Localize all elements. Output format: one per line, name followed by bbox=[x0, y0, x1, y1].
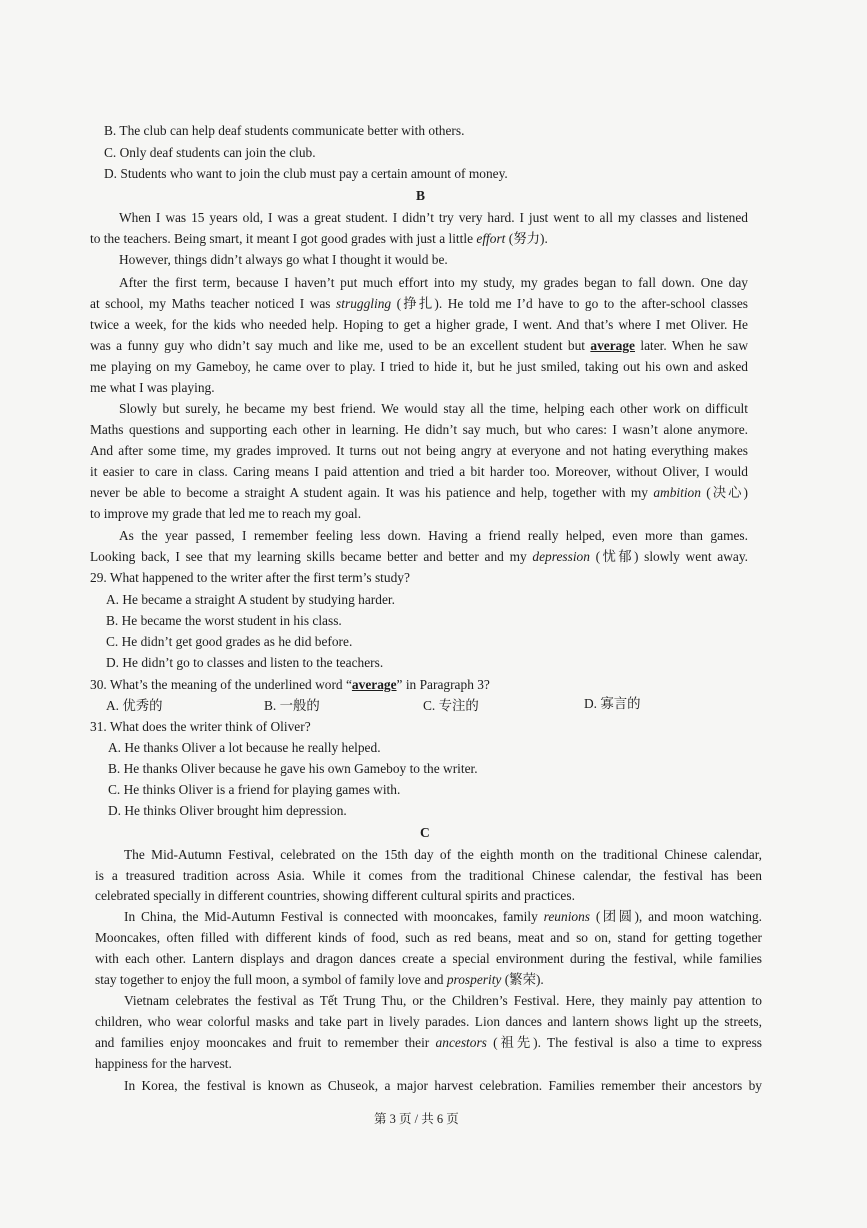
underlined-word: average bbox=[590, 338, 635, 353]
question-31-option-c[interactable]: C. He thinks Oliver is a friend for playing games with. bbox=[108, 782, 401, 797]
passage-b-line: After the first term, because I haven’t put much effort into my study, my grades began to fall down. One day bbox=[119, 275, 748, 290]
prev-option-b: B. The club can help deaf students communicate better with others. bbox=[104, 123, 465, 138]
passage-b-line: me what I was playing. bbox=[90, 380, 215, 395]
passage-b-line: me playing on my Gameboy, he came over to play. I tried to hide it, but he just smiled, taking out his own and asked bbox=[90, 359, 748, 374]
question-29-option-a[interactable]: A. He became a straight A student by studying harder. bbox=[106, 592, 395, 607]
section-c-heading: C bbox=[420, 825, 430, 840]
passage-b-line: to improve my grade that led me to reach my goal. bbox=[90, 506, 362, 521]
passage-c-line: Mooncakes, often filled with different kinds of food, such as red beans, meat and so on, stand for getting together bbox=[95, 930, 762, 945]
passage-c-line: In Korea, the festival is known as Chuseok, a major harvest celebration. Families remember their ancestors by bbox=[124, 1078, 762, 1093]
question-30-option-d[interactable]: D. 寡言的 bbox=[584, 696, 641, 711]
passage-c-line: with each other. Lantern displays and dragon dances create a special environment during the festival, while families bbox=[95, 951, 762, 966]
passage-c-line: Vietnam celebrates the festival as Tết Trung Thu, or the Children’s Festival. Here, they mainly pay attention to bbox=[124, 993, 762, 1008]
question-31-stem: 31. What does the writer think of Oliver? bbox=[90, 719, 311, 734]
passage-c-line: celebrated specially in different countries, showing different cultural spirits and practices. bbox=[95, 888, 575, 903]
passage-b-line: And after some time, my grades improved. It turns out not being angry at everyone and not hating everything makes bbox=[90, 443, 748, 458]
prev-option-d: D. Students who want to join the club must pay a certain amount of money. bbox=[104, 166, 508, 181]
page-number-footer: 第 3 页 / 共 6 页 bbox=[374, 1112, 459, 1126]
passage-b-line: When I was 15 years old, I was a great student. I didn’t try very hard. I just went to all my classes and listened bbox=[119, 210, 748, 225]
passage-b-line: Looking back, I see that my learning skills became better and better and my depression (忧郁) slowly went away. bbox=[90, 549, 748, 564]
passage-b-line: twice a week, for the kids who needed help. Hoping to get a higher grade, I went. And that’s where I met Oliver. He bbox=[90, 317, 748, 332]
passage-c-line: children, who wear colorful masks and take part in lively parades. Lion dances and lantern shows light up the streets, bbox=[95, 1014, 762, 1029]
passage-c-line: happiness for the harvest. bbox=[95, 1056, 232, 1071]
passage-b-line: was a funny guy who didn’t say much and like me, used to be an excellent student but average later. When he saw bbox=[90, 338, 749, 353]
question-29-option-c[interactable]: C. He didn’t get good grades as he did before. bbox=[106, 634, 353, 649]
question-31-option-a[interactable]: A. He thanks Oliver a lot because he really helped. bbox=[108, 740, 381, 755]
question-31-option-d[interactable]: D. He thinks Oliver brought him depression. bbox=[108, 803, 347, 818]
question-29-option-b[interactable]: B. He became the worst student in his class. bbox=[106, 613, 342, 628]
question-30-option-b[interactable]: B. 一般的 bbox=[264, 698, 320, 713]
passage-c-line: stay together to enjoy the full moon, a symbol of family love and prosperity (繁荣). bbox=[95, 972, 544, 987]
passage-b-line: Slowly but surely, he became my best friend. We would stay all the time, helping each other work on difficult bbox=[119, 401, 748, 416]
passage-b-line: As the year passed, I remember feeling less down. Having a friend really helped, even more than games. bbox=[119, 528, 748, 543]
question-31-option-b[interactable]: B. He thanks Oliver because he gave his own Gameboy to the writer. bbox=[108, 761, 478, 776]
question-30-option-c[interactable]: C. 专注的 bbox=[423, 698, 479, 713]
passage-b-line: at school, my Maths teacher noticed I was struggling (挣扎). He told me I’d have to go to the after-school classes bbox=[90, 296, 749, 311]
passage-b-line: never be able to become a straight A student again. It was his patience and help, together with my ambition (决心) bbox=[90, 485, 748, 500]
passage-b-line: it easier to care in class. Caring means I paid attention and tried a bit harder too. Moreover, without Oliver, I would bbox=[90, 464, 748, 479]
question-29-option-d[interactable]: D. He didn’t go to classes and listen to the teachers. bbox=[106, 655, 384, 670]
question-30-option-a[interactable]: A. 优秀的 bbox=[106, 698, 163, 713]
passage-b-line: Maths questions and supporting each other in learning. He didn’t say much, but who cares: I wasn’t alone anymore. bbox=[90, 422, 748, 437]
passage-b-line: However, things didn’t always go what I thought it would be. bbox=[119, 252, 448, 267]
passage-c-line: and families enjoy mooncakes and fruit to remember their ancestors (祖先). The festival is also a time to express bbox=[95, 1035, 762, 1050]
passage-b-line: to the teachers. Being smart, it meant I got good grades with just a little effort (努力). bbox=[90, 231, 548, 246]
section-b-heading: B bbox=[416, 188, 426, 203]
passage-c-line: The Mid-Autumn Festival, celebrated on the 15th day of the eighth month on the traditional Chinese calendar, bbox=[124, 847, 762, 862]
question-29-stem: 29. What happened to the writer after the first term’s study? bbox=[90, 570, 410, 585]
passage-c-line: is a treasured tradition across Asia. While it comes from the traditional Chinese calendar, the festival has been bbox=[95, 868, 762, 883]
prev-option-c: C. Only deaf students can join the club. bbox=[104, 145, 316, 160]
passage-c-line: In China, the Mid-Autumn Festival is connected with mooncakes, family reunions (团圆), and moon watching. bbox=[124, 909, 762, 924]
question-30-stem: 30. What’s the meaning of the underlined word “average” in Paragraph 3? bbox=[90, 677, 490, 692]
